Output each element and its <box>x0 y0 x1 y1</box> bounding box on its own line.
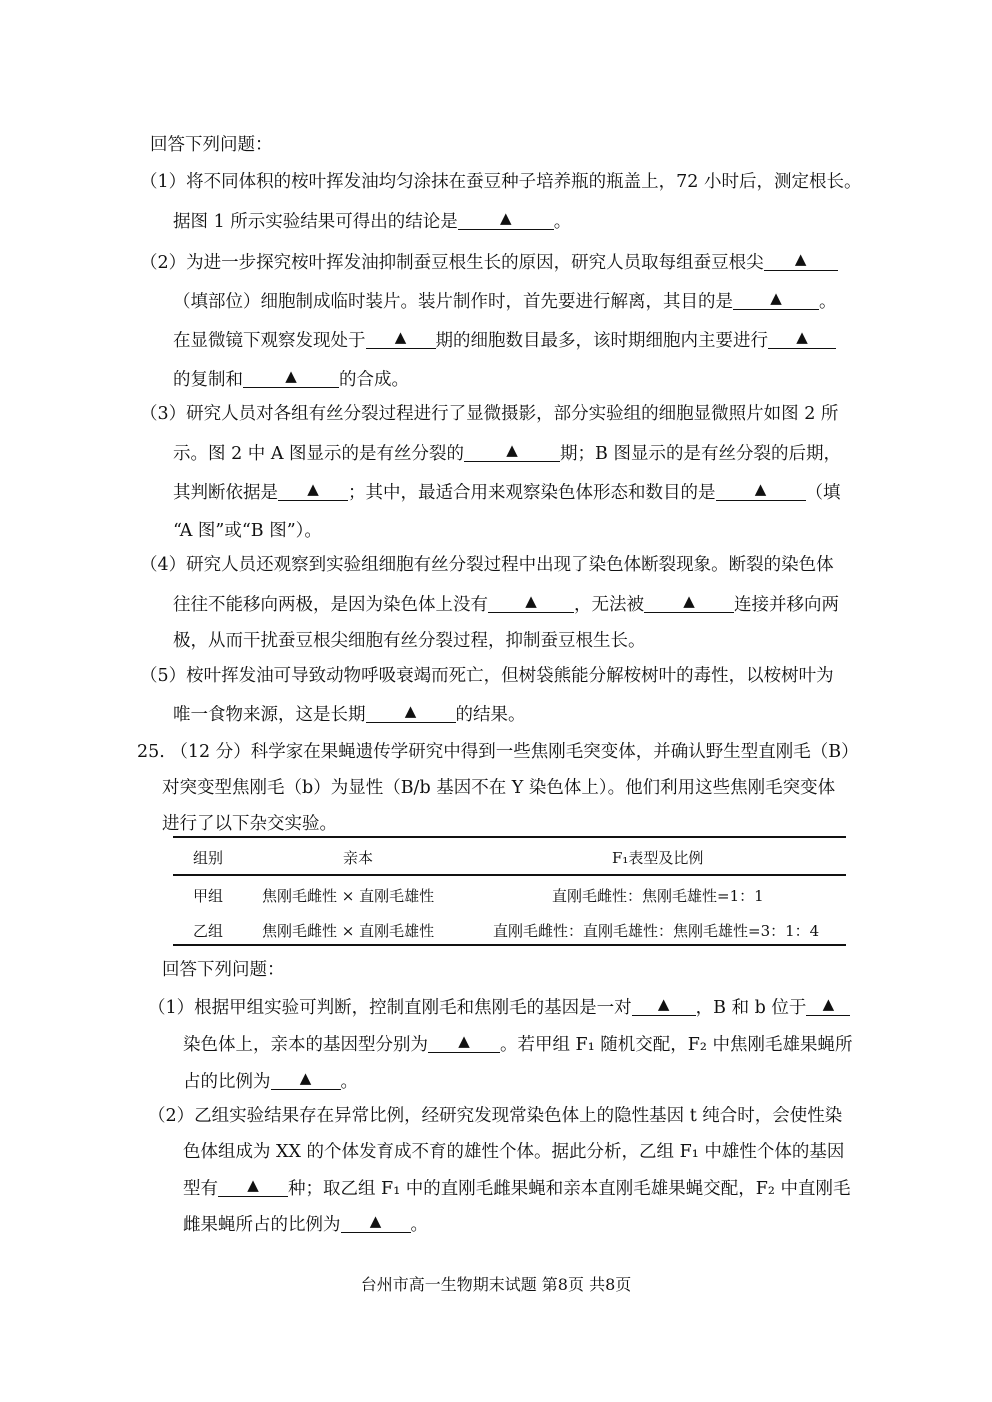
answer-blank[interactable] <box>366 702 456 723</box>
q24-p3-text: （填 <box>805 483 841 503</box>
triangle-icon: ▲ <box>285 367 297 385</box>
answer-blank[interactable] <box>428 1032 500 1053</box>
answer-blank[interactable] <box>716 480 806 501</box>
q24-p2-text: 在显微镜下观察发现处于 <box>173 331 366 351</box>
q25-p2-end: 。 <box>410 1215 428 1235</box>
answer-blank[interactable] <box>366 328 436 349</box>
q24-p3-text: 其判断依据是 <box>173 483 278 503</box>
triangle-icon: ▲ <box>822 995 835 1013</box>
q25-p2-text: 雌果蝇所占的比例为 <box>183 1215 341 1235</box>
table-cell: 甲组 <box>193 887 224 905</box>
table-top-rule <box>173 836 846 838</box>
q25-p1-line3 <box>183 1069 358 1094</box>
triangle-icon: ▲ <box>525 592 537 610</box>
q25-p2-line1: （2）乙组实验结果存在异常比例，经研究发现常染色体上的隐性基因 t 纯合时，会使性染 <box>148 1106 843 1126</box>
triangle-icon: ▲ <box>458 1032 470 1050</box>
q24-p3-line2 <box>173 441 841 466</box>
q25-p1-text: 占的比例为 <box>183 1072 271 1092</box>
triangle-icon: ▲ <box>299 1069 312 1087</box>
q24-p1-line2 <box>173 209 571 234</box>
q24-p4-text: 往往不能移向两极，是因为染色体上没有 <box>173 595 488 615</box>
triangle-icon: ▲ <box>657 995 670 1013</box>
q24-p2-text: （填部位）细胞制成临时装片。装片制作时，首先要进行解离，其目的是 <box>173 292 733 312</box>
q25-p1-line1 <box>148 995 850 1020</box>
q24-p4-line1: （4）研究人员还观察到实验组细胞有丝分裂过程中出现了染色体断裂现象。断裂的染色体 <box>140 555 834 575</box>
q24-p2-text: 的复制和 <box>173 370 243 390</box>
q24-p5-end: 的结果。 <box>455 705 526 725</box>
q24-p2-line4 <box>173 367 409 392</box>
table-header-group: 组别 <box>193 849 224 867</box>
q24-p2-text: 期的细胞数目最多，该时期细胞内主要进行 <box>435 331 768 351</box>
q24-p4-text: 连接并移向两 <box>734 595 839 615</box>
triangle-icon: ▲ <box>754 480 767 498</box>
q24-p2-end: 。 <box>819 292 837 312</box>
answer-blank[interactable] <box>243 367 339 388</box>
table-header-f1: F₁表型及比例 <box>612 849 704 867</box>
q25-p1-text: 染色体上，亲本的基因型分别为 <box>183 1035 428 1055</box>
triangle-icon: ▲ <box>794 250 807 268</box>
q24-p3-line4: “A 图”或“B 图”）。 <box>173 521 322 541</box>
q25-p1-text: 。若甲组 F₁ 随机交配，F₂ 中焦刚毛雄果蝇所 <box>500 1035 853 1055</box>
answer-blank[interactable] <box>644 592 734 613</box>
q25-p1-text: （1）根据甲组实验可判断，控制直刚毛和焦刚毛的基因是一对 <box>148 998 632 1018</box>
triangle-icon: ▲ <box>404 702 417 720</box>
q25-p2-text: 种；取乙组 F₁ 中的直刚毛雌果蝇和亲本直刚毛雄果蝇交配，F₂ 中直刚毛 <box>288 1179 851 1199</box>
triangle-icon: ▲ <box>307 480 319 498</box>
q24-p5-text: 唯一食物来源，这是长期 <box>173 705 366 725</box>
q24-p2-line2 <box>173 289 837 314</box>
q24-p4-line2 <box>173 592 839 617</box>
q25-p1-text: ，B 和 b 位于 <box>695 998 807 1018</box>
q25-stem-line3: 进行了以下杂交实验。 <box>162 814 337 834</box>
q24-p1-text: 据图 1 所示实验结果可得出的结论是 <box>173 212 458 232</box>
table-cell: 直刚毛雌性：焦刚毛雄性=1：1 <box>552 887 764 905</box>
q25-p2-text: 型有 <box>183 1179 218 1199</box>
q25-p1-end: 。 <box>340 1072 358 1092</box>
q24-p3-text: 示。图 2 中 A 图显示的是有丝分裂的 <box>173 444 465 464</box>
answer-blank[interactable] <box>488 592 574 613</box>
q25-p1-line2 <box>183 1032 853 1057</box>
answer-blank[interactable] <box>278 480 348 501</box>
triangle-icon: ▲ <box>247 1176 259 1194</box>
table-header-parent: 亲本 <box>343 849 374 867</box>
q24-p3-text: 期；B 图显示的是有丝分裂的后期， <box>560 444 841 464</box>
table-cell: 乙组 <box>193 922 224 940</box>
triangle-icon: ▲ <box>394 328 407 346</box>
q24-p2-line3 <box>173 328 836 353</box>
q24-p1-end: 。 <box>553 212 572 232</box>
q24-p4-text: ，无法被 <box>574 595 644 615</box>
answer-blank[interactable] <box>341 1212 411 1233</box>
answer-blank[interactable] <box>458 209 554 230</box>
q24-p3-line1: （3）研究人员对各组有丝分裂过程进行了显微摄影，部分实验组的细胞显微照片如图 2 所 <box>140 404 839 424</box>
answer-blank[interactable] <box>632 995 696 1016</box>
q24-p1-line1: （1）将不同体积的桉叶挥发油均匀涂抹在蚕豆种子培养瓶的瓶盖上，72 小时后，测定根长。 <box>140 172 862 192</box>
answer-blank[interactable] <box>733 289 819 310</box>
triangle-icon: ▲ <box>770 289 782 307</box>
page-footer: 台州市高一生物期末试题 第8页 共8页 <box>360 1275 632 1294</box>
triangle-icon: ▲ <box>683 592 695 610</box>
answer-blank[interactable] <box>764 250 838 271</box>
q25-p2-line4 <box>183 1212 428 1237</box>
q24-p5-line1: （5）桉叶挥发油可导致动物呼吸衰竭而死亡，但树袋熊能分解桉树叶的毒性，以桉树叶为 <box>140 666 834 686</box>
answer-blank[interactable] <box>806 995 850 1016</box>
q25-intro: 回答下列问题： <box>162 960 285 980</box>
answer-blank[interactable] <box>218 1176 288 1197</box>
table-cell: 直刚毛雌性：直刚毛雄性：焦刚毛雄性=3：1：4 <box>493 922 820 940</box>
q24-p3-text: ；其中，最适合用来观察染色体形态和数目的是 <box>348 483 716 503</box>
table-bottom-rule <box>173 944 846 946</box>
q24-p3-line3 <box>173 480 841 505</box>
table-cell: 焦刚毛雌性 × 直刚毛雄性 <box>262 922 435 940</box>
triangle-icon: ▲ <box>796 328 808 346</box>
answer-blank[interactable] <box>271 1069 341 1090</box>
q24-p4-line3: 极，从而干扰蚕豆根尖细胞有丝分裂过程，抑制蚕豆根生长。 <box>173 631 646 651</box>
q25-p2-line3 <box>183 1176 851 1201</box>
triangle-icon: ▲ <box>506 441 518 459</box>
q24-p2-text: （2）为进一步探究桉叶挥发油抑制蚕豆根生长的原因，研究人员取每组蚕豆根尖 <box>140 253 764 273</box>
q24-p2-end: 的合成。 <box>339 370 409 390</box>
q25-stem-line2: 对突变型焦刚毛（b）为显性（B/b 基因不在 Y 染色体上）。他们利用这些焦刚毛突变体 <box>162 778 836 798</box>
q24-intro: 回答下列问题： <box>150 135 273 155</box>
triangle-icon: ▲ <box>369 1212 382 1230</box>
q25-p2-line2: 色体组成为 XX 的个体发育成不育的雄性个体。据此分析，乙组 F₁ 中雄性个体的基因 <box>183 1142 845 1162</box>
q25-stem-line1: 25. （12 分）科学家在果蝇遗传学研究中得到一些焦刚毛突变体，并确认野生型直刚毛（B） <box>137 742 859 762</box>
answer-blank[interactable] <box>768 328 836 349</box>
answer-blank[interactable] <box>464 441 560 462</box>
table-cell: 焦刚毛雌性 × 直刚毛雄性 <box>262 887 435 905</box>
triangle-icon: ▲ <box>499 209 512 227</box>
q24-p5-line2 <box>173 702 526 727</box>
q24-p2-line1 <box>140 250 838 275</box>
table-mid-rule <box>173 874 846 876</box>
